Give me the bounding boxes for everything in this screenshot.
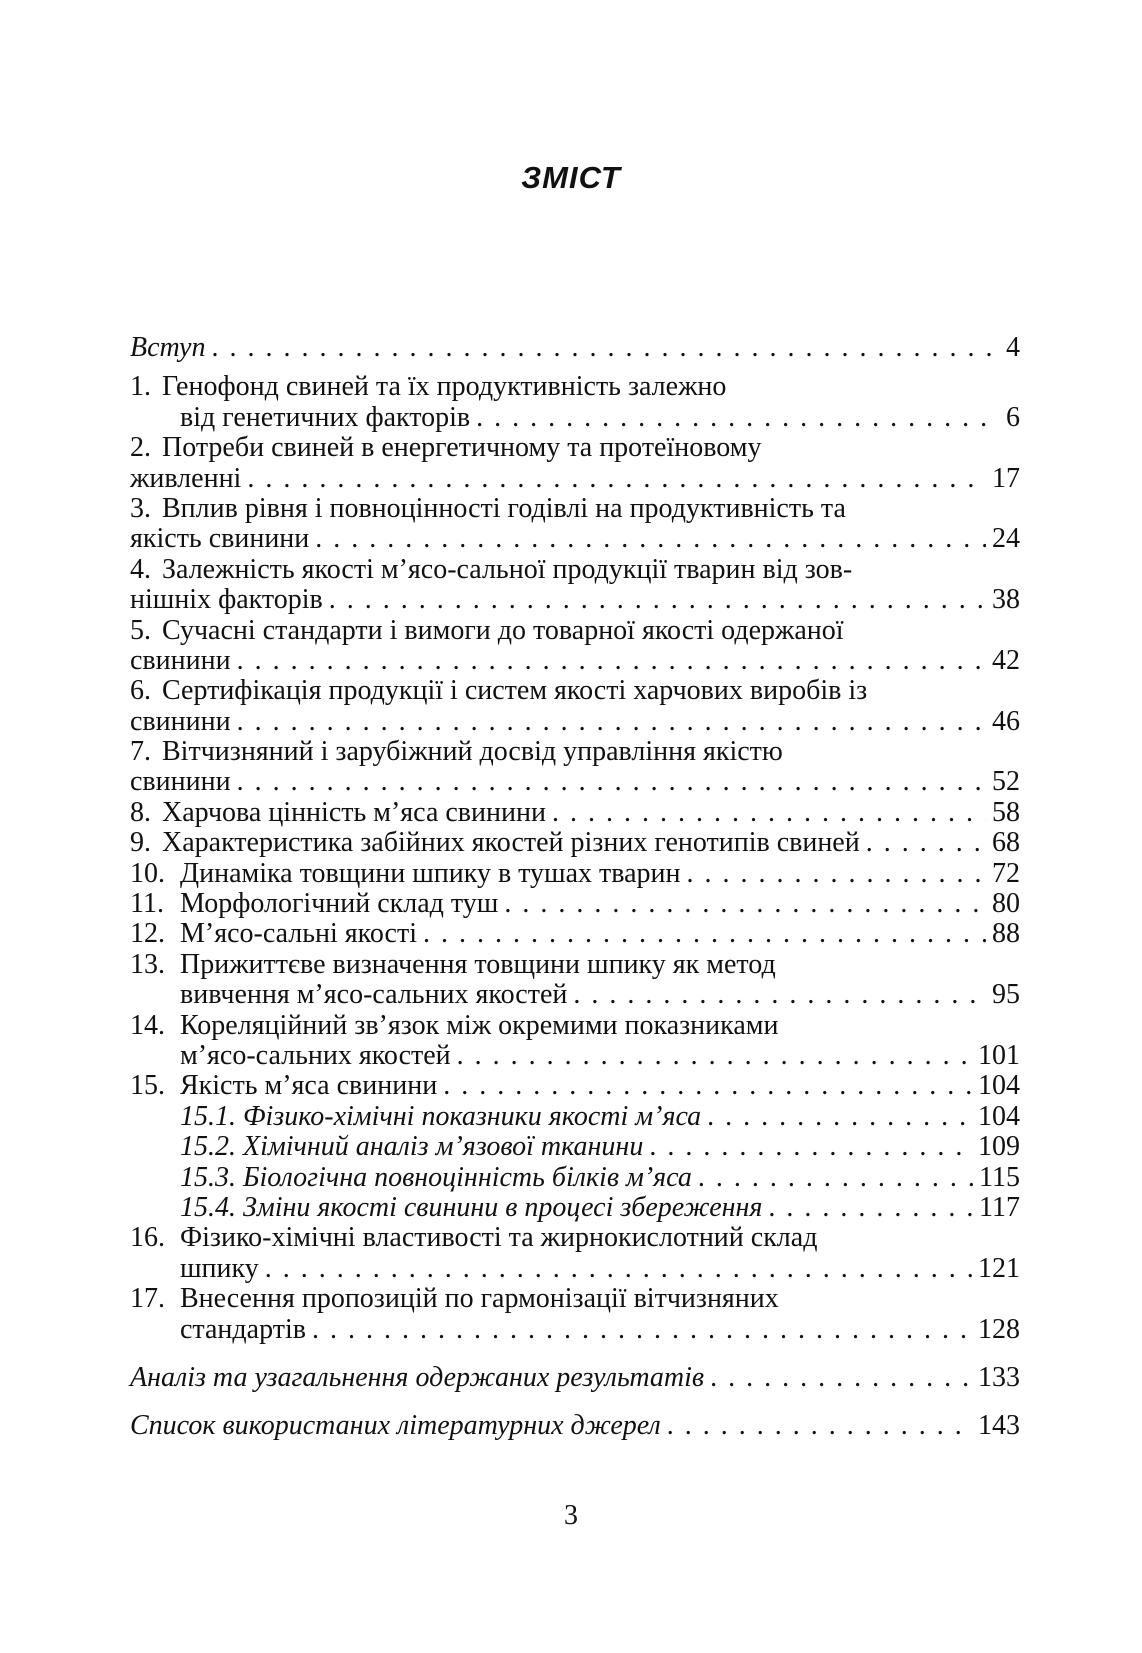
toc-entry-number: 2. xyxy=(130,432,151,464)
toc-entry-number: 13. xyxy=(130,948,165,980)
leader-dots xyxy=(315,524,986,554)
toc-entry-text: Внесення пропозицій по гармонізації вітчизняних xyxy=(180,1283,779,1315)
toc-page-number: 80 xyxy=(992,888,1020,920)
toc-entry-last-line xyxy=(130,585,1020,615)
leader-dots xyxy=(667,1411,972,1441)
toc-page-number: 17 xyxy=(992,462,1020,494)
toc-entry-text: 15.3. Біологічна повноцінність білків м’яса xyxy=(180,1161,692,1193)
toc-entry-text: Генофонд свиней та їх продуктивність залежно xyxy=(162,371,727,403)
toc-entry-text xyxy=(130,889,498,919)
toc-entry-last-line xyxy=(130,403,1020,433)
toc-entry-number: 17. xyxy=(130,1283,165,1315)
toc-entry-title: Динаміка товщини шпику в тушах тварин xyxy=(180,857,681,889)
leader-dots xyxy=(329,585,986,615)
leader-dots xyxy=(504,889,986,919)
toc-entry xyxy=(130,1071,1020,1101)
toc-entry-last-line xyxy=(130,1315,1020,1345)
toc-entry xyxy=(130,616,1020,677)
leader-dots xyxy=(698,1163,973,1193)
toc-entry-text: стандартів xyxy=(180,1313,306,1345)
leader-dots xyxy=(768,1193,973,1223)
toc-entry xyxy=(130,372,1020,433)
toc-entry-line xyxy=(130,1011,1020,1041)
toc-entry-last-line xyxy=(130,464,1020,494)
toc-subitems xyxy=(130,1102,1020,1224)
toc-entry-last-line xyxy=(130,707,1020,737)
toc-entry-last-line xyxy=(130,1071,1020,1101)
toc-entry-number: 16. xyxy=(130,1222,165,1254)
toc-entry-line xyxy=(130,737,1020,767)
toc-entry-text xyxy=(130,1071,437,1101)
toc-entry-text: Кореляційний зв’язок між окремими показниками xyxy=(180,1009,779,1041)
toc-entry-text: Залежність якості м’ясо-сальної продукції тварин від зов- xyxy=(162,553,853,585)
table-of-contents xyxy=(130,333,1020,1442)
toc-entry-number: 5. xyxy=(130,614,151,646)
toc-entry xyxy=(130,950,1020,1011)
toc-entry-text: Сертифікація продукції і систем якості харчових виробів із xyxy=(162,675,868,707)
toc-entry-text xyxy=(130,919,417,949)
toc-page-number: 128 xyxy=(978,1313,1020,1345)
toc-entry-number: 8. xyxy=(130,796,151,828)
toc-entry-text: 15.1. Фізико-хімічні показники якості м’яса xyxy=(180,1100,702,1132)
toc-entry-number: 14. xyxy=(130,1009,165,1041)
toc-entry-line xyxy=(130,1223,1020,1253)
toc-page-number: 24 xyxy=(992,523,1020,555)
leader-dots xyxy=(573,980,986,1010)
toc-page-number: 88 xyxy=(992,918,1020,950)
toc-entry-text: шпику xyxy=(180,1252,259,1284)
toc-entry-last-line xyxy=(130,767,1020,797)
toc-entry-line xyxy=(130,372,1020,402)
toc-entry xyxy=(130,555,1020,616)
toc-entry-last-line xyxy=(130,828,1020,858)
toc-entry-text: 15.2. Хімічний аналіз м’язової тканини xyxy=(180,1131,644,1163)
toc-entry-line xyxy=(130,950,1020,980)
leader-dots xyxy=(649,1132,972,1162)
toc-page-number: 101 xyxy=(978,1039,1020,1071)
toc-entry-number: 1. xyxy=(130,371,151,403)
toc-entry-text: нішніх факторів xyxy=(130,584,323,616)
toc-page-number: 121 xyxy=(978,1252,1020,1284)
toc-entry-line xyxy=(130,433,1020,463)
toc-page-number: 133 xyxy=(978,1361,1020,1393)
toc-subentry xyxy=(130,1163,1020,1193)
toc-entry-text: м’ясо-сальних якостей xyxy=(180,1039,451,1071)
toc-entry-number: 6. xyxy=(130,675,151,707)
toc-entry-text: Аналіз та узагальнення одержаних результатів xyxy=(130,1361,705,1393)
toc-entry-last-line xyxy=(130,524,1020,554)
toc-entry-title: Характеристика забійних якостей різних генотипів свиней xyxy=(162,827,860,859)
leader-dots xyxy=(247,464,986,494)
toc-entry-line xyxy=(130,1284,1020,1314)
toc-page-number: 109 xyxy=(978,1131,1020,1163)
toc-entry-text: від генетичних факторів xyxy=(180,401,471,433)
toc-entry-number: 15. xyxy=(130,1070,165,1102)
toc-page-number: 95 xyxy=(992,979,1020,1011)
toc-entry xyxy=(130,1011,1020,1072)
toc-entry-line xyxy=(130,676,1020,706)
toc-entry-line xyxy=(130,616,1020,646)
toc-entry-title: Харчова цінність м’яса свинини xyxy=(162,796,546,828)
toc-entry-line xyxy=(130,555,1020,585)
toc-entry xyxy=(130,1284,1020,1345)
toc-entry xyxy=(130,494,1020,555)
toc-intro xyxy=(130,333,1020,363)
leader-dots xyxy=(443,1071,972,1101)
toc-page-number: 68 xyxy=(992,827,1020,859)
toc-entry-text: вивчення м’ясо-сальних якостей xyxy=(180,979,568,1011)
toc-entry-title: Якість м’яса свинини xyxy=(180,1070,438,1102)
toc-entry-last-line xyxy=(130,919,1020,949)
toc-entry-text: Прижиттєве визначення товщини шпику як метод xyxy=(180,948,776,980)
toc-entry-text: 15.4. Зміни якості свинини в процесі збереження xyxy=(180,1191,763,1223)
toc-page-number: 6 xyxy=(1006,401,1020,433)
toc-entry-text: якість свинини xyxy=(130,523,310,555)
page-number: 3 xyxy=(564,1500,578,1531)
toc-entry-text: живленні xyxy=(130,462,242,494)
leader-dots xyxy=(707,1102,972,1132)
leader-dots xyxy=(710,1363,972,1393)
leader-dots xyxy=(423,919,986,949)
leader-dots xyxy=(866,828,986,858)
toc-page-number: 72 xyxy=(992,857,1020,889)
toc-entry-text: свинини xyxy=(130,644,231,676)
leader-dots xyxy=(312,1315,972,1345)
toc-entry xyxy=(130,798,1020,828)
toc-entry xyxy=(130,828,1020,858)
toc-entry xyxy=(130,433,1020,494)
toc-references xyxy=(130,1411,1020,1441)
toc-page-number: 46 xyxy=(992,705,1020,737)
toc-entry-text: Вітчизняний і зарубіжний досвід управління якістю xyxy=(162,736,783,768)
toc-page-number: 42 xyxy=(992,644,1020,676)
toc-entry-text: Фізико-хімічні властивості та жирнокислотний склад xyxy=(180,1222,818,1254)
leader-dots xyxy=(265,1254,972,1284)
leader-dots xyxy=(237,767,986,797)
toc-subentry xyxy=(130,1102,1020,1132)
toc-entry-number: 11. xyxy=(130,888,164,920)
toc-page-number: 58 xyxy=(992,796,1020,828)
toc-entry xyxy=(130,737,1020,798)
leader-dots xyxy=(457,1041,972,1071)
toc-entry-line xyxy=(130,494,1020,524)
toc-entry xyxy=(130,676,1020,737)
toc-entry xyxy=(130,859,1020,889)
leader-dots xyxy=(552,798,986,828)
toc-entry-text: свинини xyxy=(130,705,231,737)
toc-entry-number: 4. xyxy=(130,553,151,585)
toc-entry-number: 9. xyxy=(130,827,151,859)
leader-dots xyxy=(211,333,1000,363)
toc-entry-number: 3. xyxy=(130,492,151,524)
toc-entry-number: 7. xyxy=(130,736,151,768)
toc-entry-text: Сучасні стандарти і вимоги до товарної якості одержаної xyxy=(162,614,844,646)
toc-entry-last-line xyxy=(130,889,1020,919)
toc-entry-text: Потреби свиней в енергетичному та протеїновому xyxy=(162,432,762,464)
toc-entry-last-line xyxy=(130,1254,1020,1284)
toc-page-number: 115 xyxy=(979,1161,1020,1193)
toc-page-number: 4 xyxy=(1006,332,1020,363)
toc-entry-text: Вступ xyxy=(130,332,206,363)
toc-entry-title: Морфологічний склад туш xyxy=(180,888,499,920)
toc-page-number: 52 xyxy=(992,766,1020,798)
leader-dots xyxy=(237,707,986,737)
page-title: ЗМІСТ xyxy=(521,160,621,195)
leader-dots xyxy=(476,403,1000,433)
toc-entry xyxy=(130,919,1020,949)
toc-entry-last-line xyxy=(130,1041,1020,1071)
toc-page-number: 104 xyxy=(978,1100,1020,1132)
toc-conclusion xyxy=(130,1363,1020,1393)
toc-entry-text: свинини xyxy=(130,766,231,798)
toc-entry-last-line xyxy=(130,859,1020,889)
toc-entry-text xyxy=(130,798,546,828)
toc-entry xyxy=(130,1223,1020,1284)
toc-entry xyxy=(130,889,1020,919)
toc-entry-title: М’ясо-сальні якості xyxy=(180,918,418,950)
toc-entry-text: Вплив рівня і повноцінності годівлі на продуктивність та xyxy=(162,492,846,524)
toc-page-number: 38 xyxy=(992,584,1020,616)
toc-entry-last-line xyxy=(130,646,1020,676)
toc-page-number: 104 xyxy=(978,1070,1020,1102)
toc-entry-last-line xyxy=(130,980,1020,1010)
toc-entry-text xyxy=(130,828,860,858)
leader-dots xyxy=(237,646,986,676)
toc-items xyxy=(130,372,1020,1101)
toc-page-number: 117 xyxy=(979,1191,1020,1223)
toc-page-number: 143 xyxy=(978,1410,1020,1442)
toc-subentry xyxy=(130,1132,1020,1162)
toc-entry-number: 12. xyxy=(130,918,165,950)
toc-entry-last-line xyxy=(130,798,1020,828)
toc-entry-text: Список використаних літературних джерел xyxy=(130,1410,661,1442)
toc-entry-number: 10. xyxy=(130,857,165,889)
toc-entry-text xyxy=(130,859,681,889)
toc-subentry xyxy=(130,1193,1020,1223)
toc-items-continued xyxy=(130,1223,1020,1345)
leader-dots xyxy=(687,859,987,889)
